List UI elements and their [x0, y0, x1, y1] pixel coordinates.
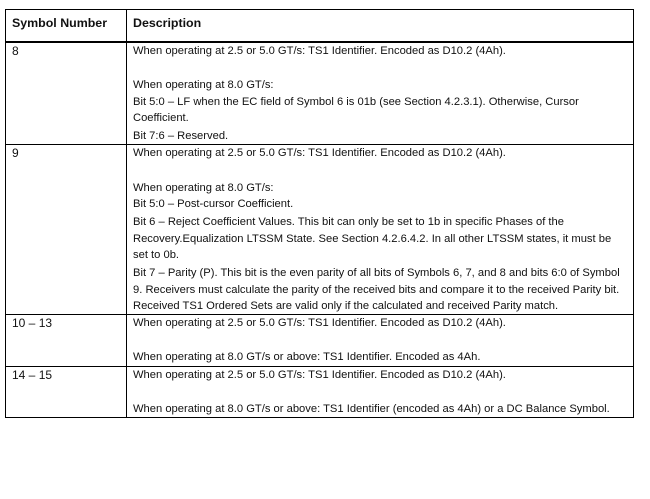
description-line: When operating at 8.0 GT/s or above: TS1 Identifier (encoded as 4Ah) or a DC Balance Symbol. [133, 403, 610, 416]
bit-description: Bit 7:6 – Reserved. [133, 130, 229, 143]
description-line: When operating at 2.5 or 5.0 GT/s: TS1 Identifier. Encoded as D10.2 (4Ah). [133, 368, 506, 381]
bit-description: Bit 6 – Reject Coefficient Values. This bit can only be set to 1b in specific Phases of the Recovery.Equalization LTSSM State. See Section 4.2.6.4.2. In all other LTSSM states, it must be set to 0b. [133, 216, 612, 261]
table-row [6, 145, 634, 315]
description-cell [127, 366, 634, 418]
description-line: When operating at 2.5 or 5.0 GT/s: TS1 Identifier. Encoded as D10.2 (4Ah). [133, 147, 506, 160]
bit-description: Bit 7 – Parity (P). This bit is the even parity of all bits of Symbols 6, 7, and 8 and bits 6:0 of Symbol 9. Receivers must calculate the parity of the received bits and compare it to the received Parity bit. Received TS1 Ordered Sets are valid only if the calculated and received Parity match. [133, 267, 620, 312]
symbol-number-cell: 14 – 15 [6, 366, 127, 418]
description-cell [127, 315, 634, 367]
description-line: When operating at 2.5 or 5.0 GT/s: TS1 Identifier. Encoded as D10.2 (4Ah). [133, 45, 506, 57]
header-symbol-number: Symbol Number [6, 10, 127, 43]
table-row [6, 42, 634, 145]
table-header-row [6, 10, 634, 43]
description-line: When operating at 8.0 GT/s: [133, 181, 274, 194]
symbol-number-cell: 9 [6, 145, 127, 315]
table-row [6, 366, 634, 418]
description-line: When operating at 2.5 or 5.0 GT/s: TS1 Identifier. Encoded as D10.2 (4Ah). [133, 317, 506, 330]
description-line: When operating at 8.0 GT/s or above: TS1 Identifier. Encoded as 4Ah. [133, 351, 481, 364]
description-cell [127, 42, 634, 145]
symbol-number-cell: 10 – 13 [6, 315, 127, 367]
ts1-symbol-table [5, 9, 634, 418]
description-line: When operating at 8.0 GT/s: [133, 79, 274, 92]
table-row [6, 315, 634, 367]
description-cell [127, 145, 634, 315]
header-description: Description [127, 10, 634, 43]
symbol-number-cell: 8 [6, 42, 127, 145]
bit-description: Bit 5:0 – LF when the EC field of Symbol 6 is 01b (see Section 4.2.3.1). Otherwise, Cursor Coefficient. [133, 95, 579, 124]
bit-description: Bit 5:0 – Post-cursor Coefficient. [133, 198, 294, 211]
